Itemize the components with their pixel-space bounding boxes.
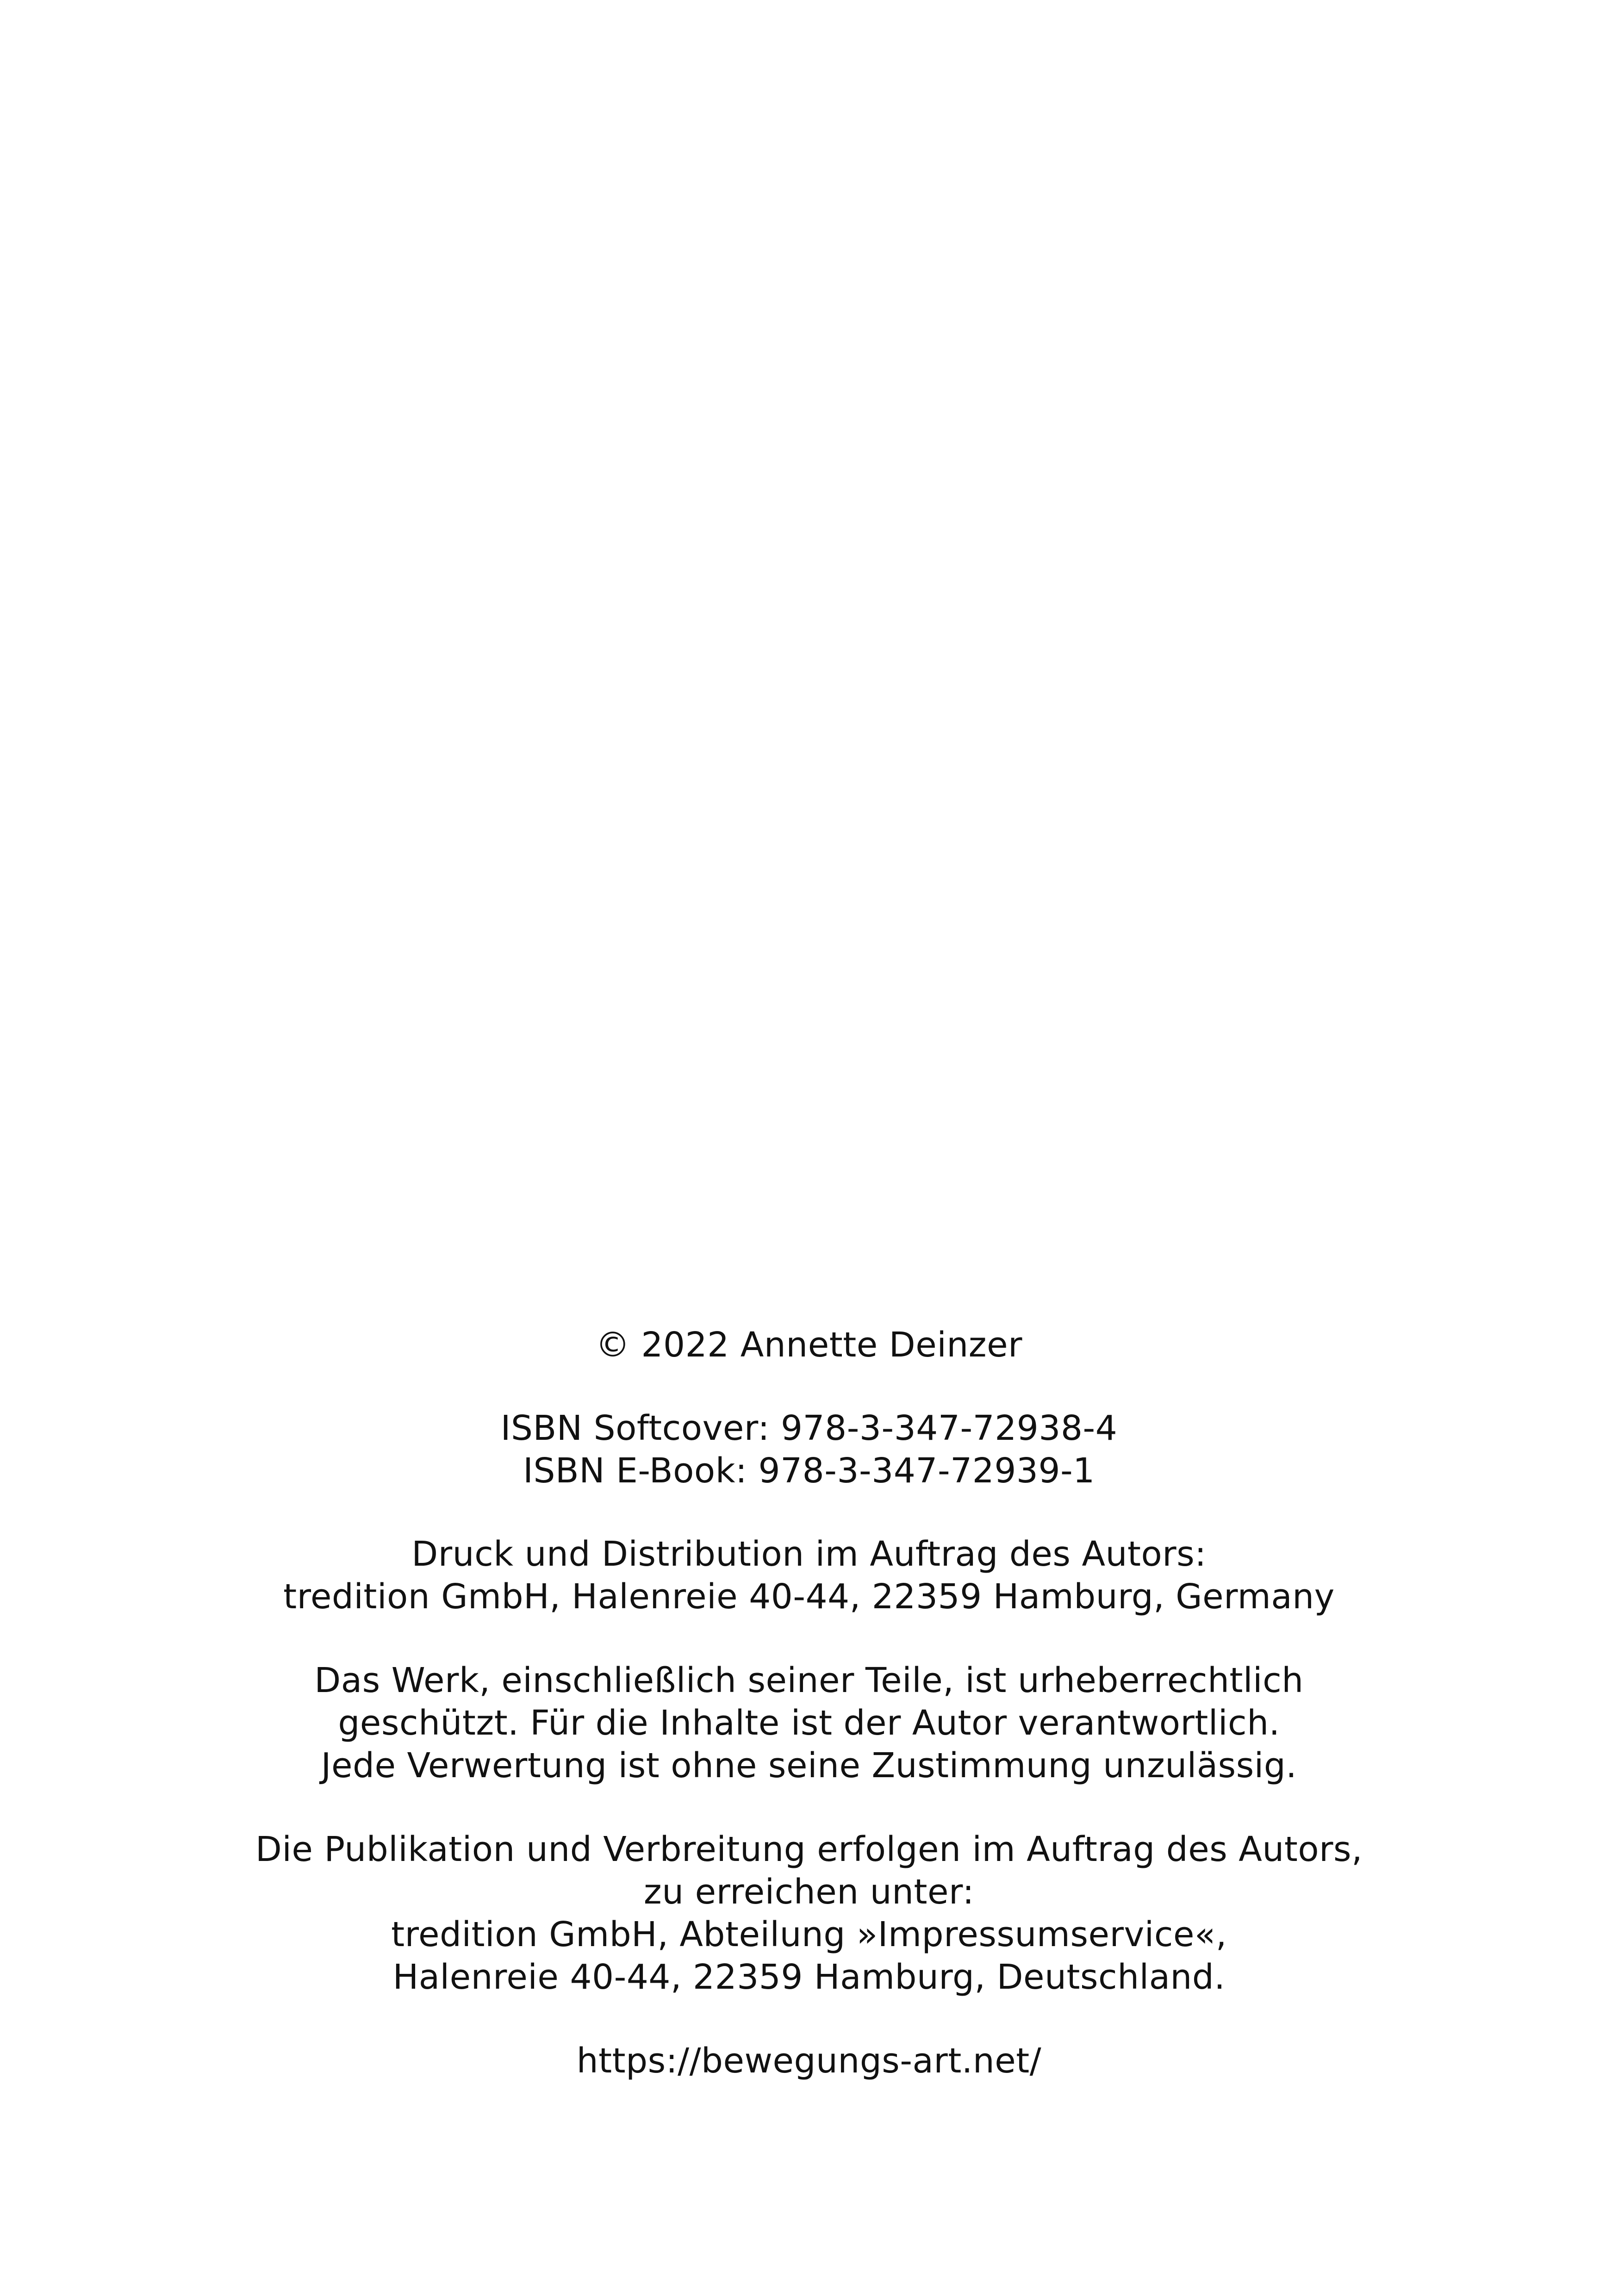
website-link[interactable]: https://bewegungs-art.net/ (576, 2041, 1042, 2081)
publication-line-4: Halenreie 40-44, 22359 Hamburg, Deutschland. (392, 1957, 1226, 1997)
isbn-ebook: ISBN E-Book: 978-3-347-72939-1 (523, 1451, 1095, 1491)
rights-line-1: Das Werk, einschließlich seiner Teile, ist urheberrechtlich (314, 1661, 1304, 1700)
rights-line-3: Jede Verwertung ist ohne seine Zustimmung unzulässig. (321, 1746, 1297, 1786)
publication-line-2: zu erreichen unter: (643, 1872, 975, 1912)
distribution-line-1: Druck und Distribution im Auftrag des Autors: (411, 1534, 1207, 1574)
publication-line-3: tredition GmbH, Abteilung »Impressumservice«, (391, 1915, 1227, 1954)
distribution-line-2: tredition GmbH, Halenreie 40-44, 22359 Hamburg, Germany (283, 1577, 1335, 1617)
isbn-softcover: ISBN Softcover: 978-3-347-72938-4 (500, 1408, 1118, 1448)
publication-line-1: Die Publikation und Verbreitung erfolgen im Auftrag des Autors, (255, 1829, 1363, 1869)
rights-line-2: geschützt. Für die Inhalte ist der Autor verantwortlich. (338, 1703, 1280, 1743)
copyright-line: © 2022 Annette Deinzer (595, 1325, 1023, 1365)
